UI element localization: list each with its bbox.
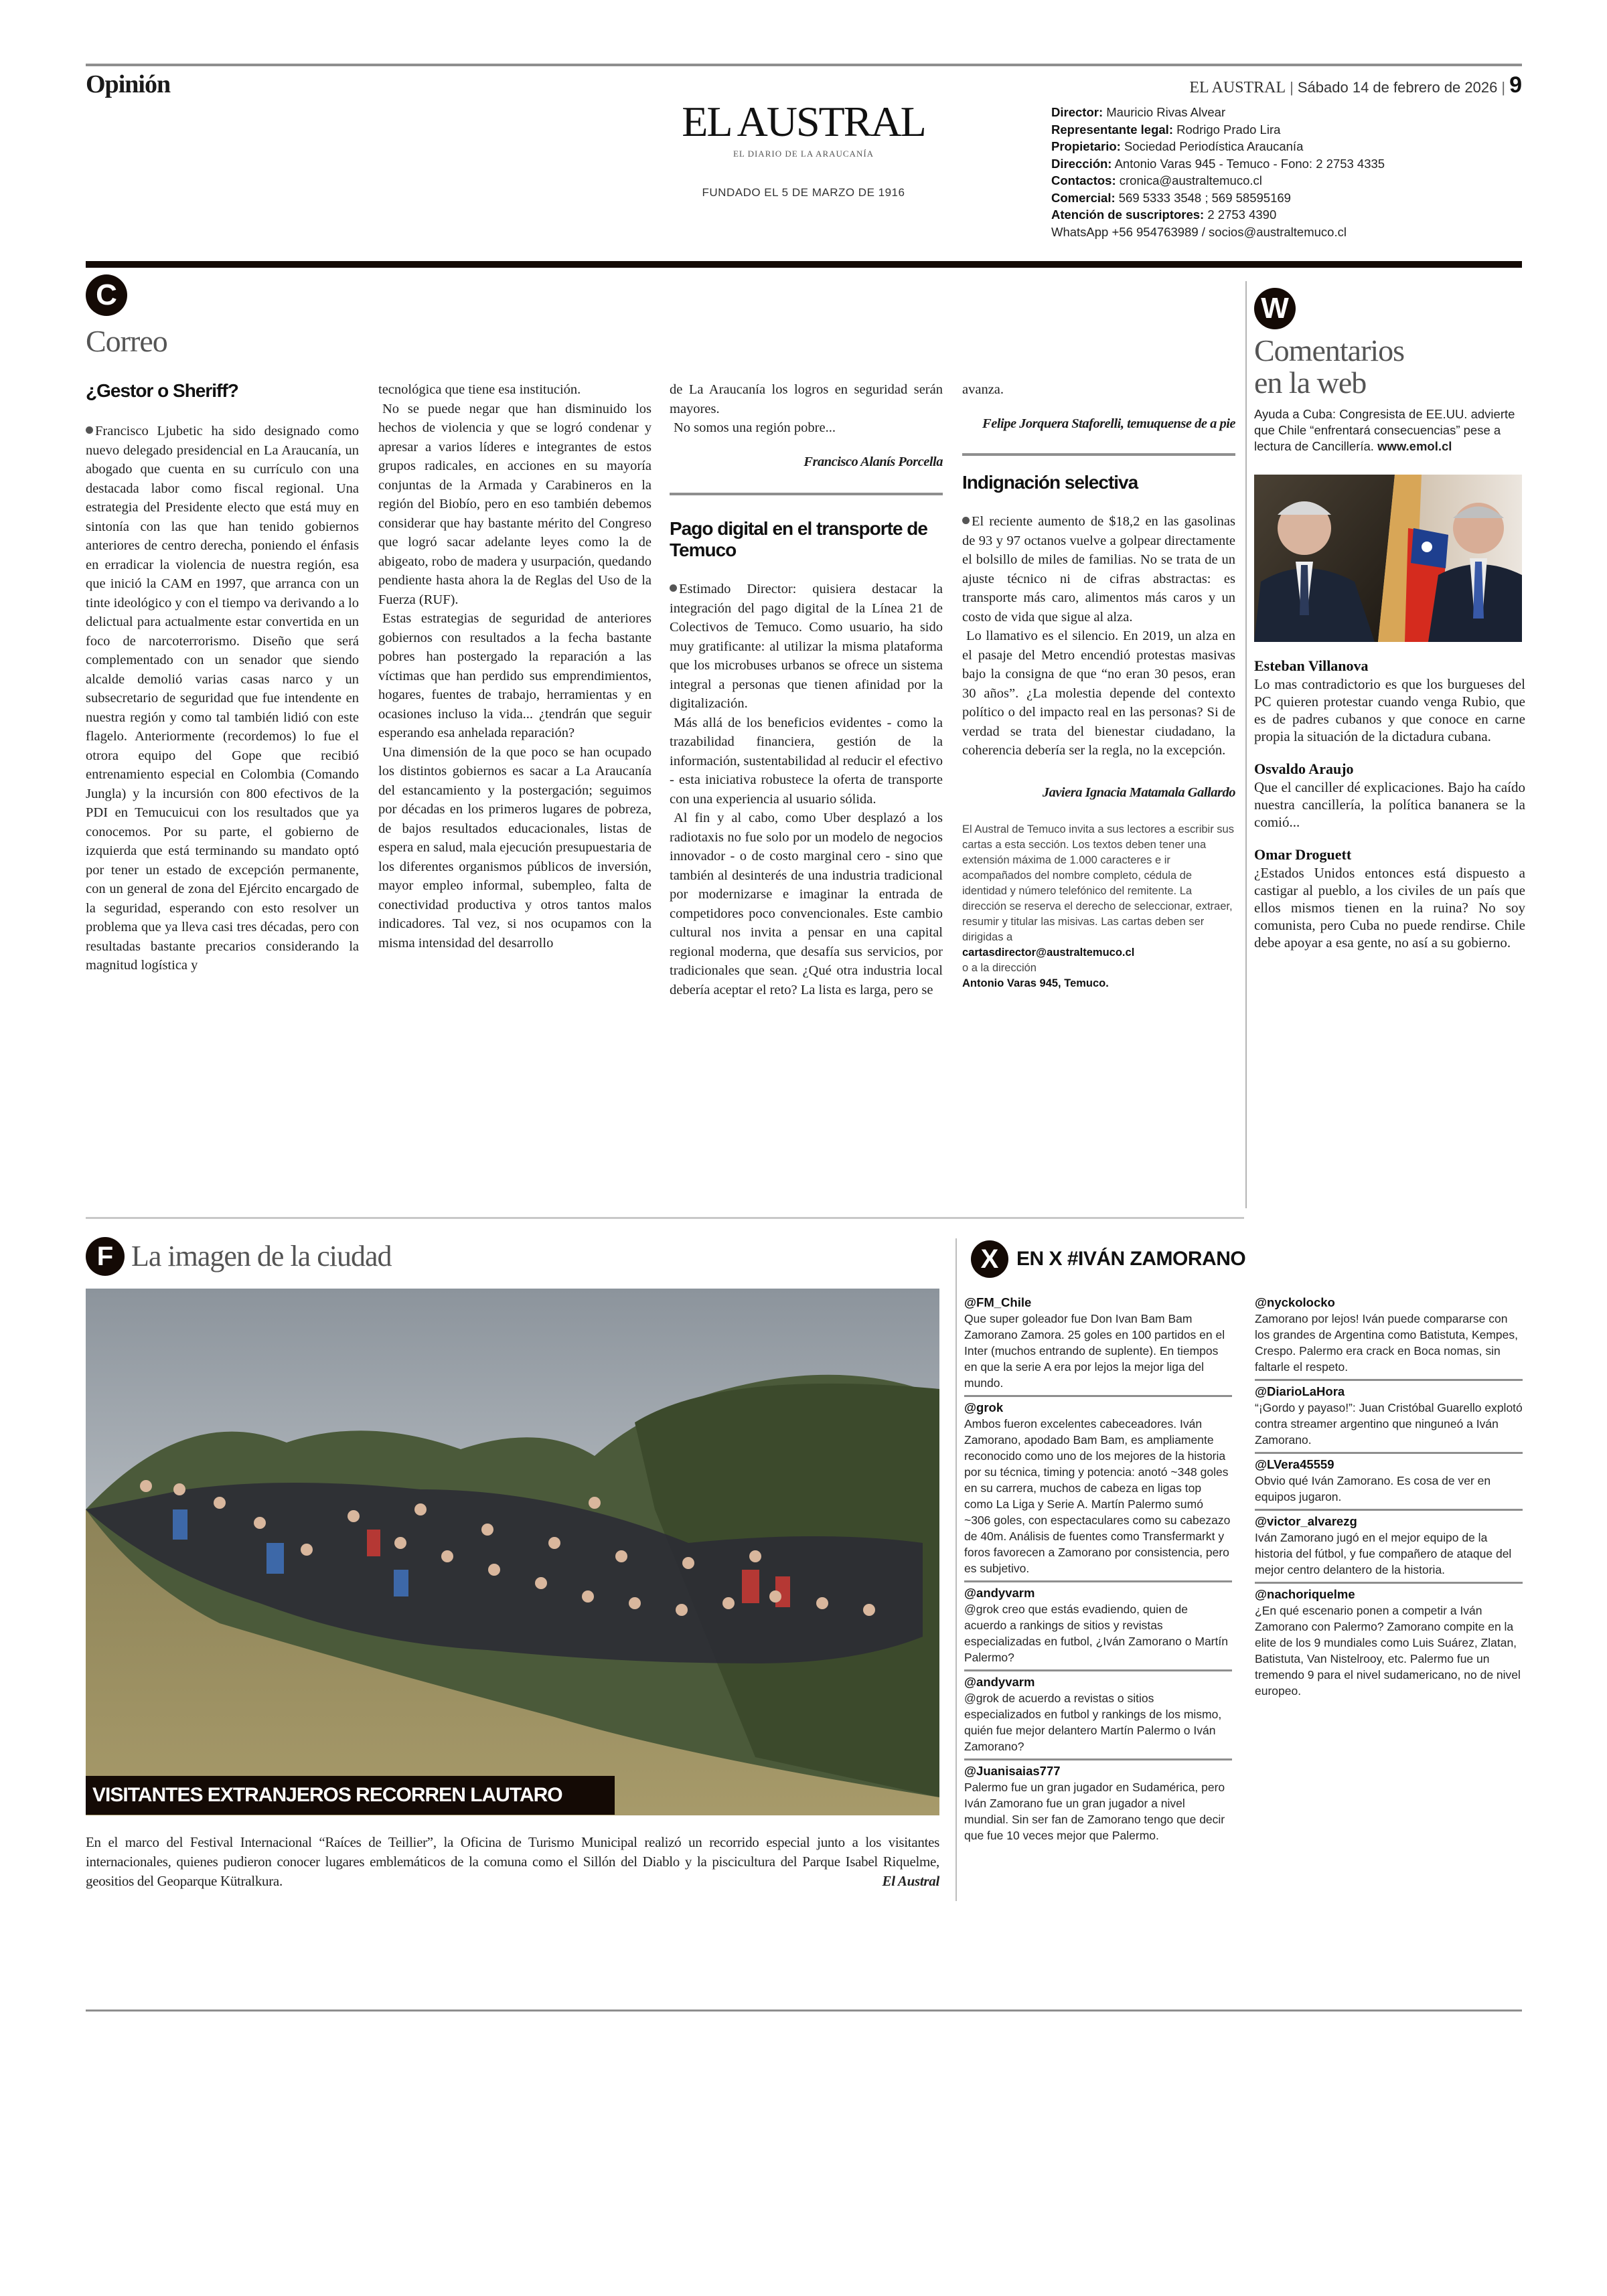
tweet [964,1582,1232,1671]
masthead-row [1051,104,1385,121]
tweet [1255,1381,1523,1454]
letter-paragraph: No somos una región pobre... [674,420,836,435]
tweet [964,1292,1232,1397]
letter-paragraph: Más allá de los beneficios evidentes - como la trazabilidad financiera, gestión de la información, sustentabilidad al reducir el efectivo - esta iniciativa robustece la oferta de transporte con una experiencia al usuario sólida. [670,715,943,807]
dateline-separator: | [1290,79,1294,96]
letter-paragraph: No se puede negar que han disminuido los hechos de violencia y que se logró condenar y apresar a varios líderes e integrantes de estos grupos radicales, en acciones en su mayoría conjuntas de la Armada y Carabineros en la región del Biobío, pero en eso también debemos considerar que hay bastante mérito del Congreso que logró sacar adelante leyes como la de abigeato, robo de madera y usurpación, quedando pendiente hasta ahora la de Reglas del Uso de la Fuerza (RUF). [378,401,652,607]
tweet-text: ¿En qué escenario ponen a competir a Iván Zamorano con Palermo? Zamorano compite en la elite de los 9 mundiales como Luis Suárez, Zlatan, Batistuta, Van Nistelrooy, etc. Palermo fue un tremendo 9 para el nivel sudamericano, no de nivel europeo. [1255,1604,1521,1698]
web-photo [1254,475,1522,642]
letter-paragraph [670,580,943,714]
section-divider [86,1217,1244,1219]
city-photo [86,1289,939,1815]
masthead-row [1051,155,1385,173]
masthead-row [1051,138,1385,155]
column-divider [955,1238,957,1901]
tweet-text: @grok creo que estás evadiendo, quien de acuerdo a rankings de sitios y revistas especializadas en futbol, ¿Iván Zamorano o Martín Palermo? [964,1603,1228,1664]
caption-text: En el marco del Festival Internacional “Raíces de Teillier”, la Oficina de Turismo Municipal realizó un recorrido especial junto a los visitantes internacionales, quienes pudieron conocer lugares emblemáticos de la comuna como el Sillón del Diablo y la piscicultura del Parque Isabel Riquelme, geositios del Geoparque Kütralkura. [86,1834,939,1889]
web-title-line1: Comentarios [1254,333,1405,367]
column-divider [1245,281,1247,1208]
comment-author: Osvaldo Araujo [1254,760,1354,777]
bullet-icon [86,426,93,434]
web-lead-text: Ayuda a Cuba: Congresista de EE.UU. advierte que Chile “enfrentará consecuencias” pese a lectura de Cancillería. [1254,406,1515,453]
letter-signature: Javiera Ignacia Matamala Gallardo [1042,785,1235,800]
masthead-label: Representante legal: [1051,122,1173,137]
masthead-row [1051,206,1385,224]
web-title-line2: en la web [1254,365,1367,400]
comment [1254,845,1525,951]
tweet-text: Que super goleador fue Don Ivan Bam Bam Zamorano Zamora. 25 goles en 100 partidos en el Inter (muchos entrando de suplente). En tiempos en que la serie A era por lejos la mejor liga del mundo. [964,1312,1225,1390]
letter-text: Estimado Director: quisiera destacar la integración del pago digital de la Línea 21 de Colectivos de Temuco. Como usuario, ha sido muy gratificante: al utilizar la misma plataforma que los microbuses urbanos se ofrece un sistema integral a personas que tienen afinidad por la digitalización. [670,582,943,711]
photo-caption [86,1833,939,1891]
comment-text: Que el canciller dé explicaciones. Bajo ha caído nuestra cancillería, la política bananera se la comió... [1254,778,1525,830]
top-rule [86,64,1522,66]
tweet [1255,1454,1523,1511]
notice-email[interactable]: cartasdirector@australtemuco.cl [962,947,1135,959]
tweet-handle[interactable]: @victor_alvarezg [1255,1514,1357,1528]
masthead [1051,104,1385,240]
tweet-handle[interactable]: @FM_Chile [964,1295,1032,1309]
logo-name: EL AUSTRAL [682,98,925,145]
comment-text: ¿Estados Unidos entonces está dispuesto a castigar al pueblo, a los civiles de un país que ellos mismos tienen en la ruina? No soy comunista, pero Cuba no puede rendirse. Chile debe apoyar a esa gente, no así a su gobierno. [1254,864,1525,951]
tweet-text: Ambos fueron excelentes cabeceadores. Iván Zamorano, apodado Bam Bam, es ampliamente reconocido como uno de los mejores de la historia por su técnica, timing y potencia: anotó ~348 goles en su carrera, muchos de cabeza en ligas top como La Liga y Serie A. Martín Palermo sumó ~306 goles, con espectaculares como su cabezazo de 40m. Análisis de fuentes como Transfermarkt y foros favorecen a Zamorano por consistencia, pero es subjetivo. [964,1417,1231,1575]
masthead-label: Propietario: [1051,139,1121,153]
letter-paragraph: de La Araucanía los logros en seguridad serán mayores. [670,382,943,416]
masthead-row [1051,121,1385,139]
comment [1254,760,1525,831]
letter-paragraph [962,512,1235,627]
x-logo-icon: X [971,1240,1008,1278]
tweets-column-2 [1255,1292,1523,1703]
comment-text: Lo mas contradictorio es que los burgueses del PC quieren protestar cuando venga Rubio, que es de padres cubanos y que conoce en carne propia la situación de la dictadura cubana. [1254,675,1525,744]
notice-or: o a la dirección [962,962,1037,974]
tweet-text: Palermo fue un gran jugador en Sudamérica, pero Iván Zamorano fue un gran jugador a nivel mundial. Sin ser fan de Zamorano tengo que decir que fue 10 veces mejor que Palermo. [964,1781,1225,1842]
letter-signature: Francisco Alanís Porcella [804,454,943,469]
letter-headline: ¿Gestor o Sheriff? [86,380,238,401]
tweet-handle[interactable]: @grok [964,1400,1004,1414]
bottom-rule [86,2010,1522,2012]
tweet-handle[interactable]: @andyvarm [964,1675,1035,1689]
correo-column-1 [86,380,359,975]
letter-paragraph: Estas estrategias de seguridad de anteriores gobiernos con resultados a la fecha bastante pobres han postergado la reparación a las víctimas que han perdido sus emprendimientos, hogares, fuentes de trabajo, herramientas y en ocasiones incluso la vida... ¿tendrán que seguir esperando esa anhelada reparación? [378,611,652,740]
letters-notice [962,822,1235,991]
tweet [1255,1292,1523,1381]
tweet-handle[interactable]: @nyckolocko [1255,1295,1335,1309]
tweet-handle[interactable]: @DiarioLaHora [1255,1384,1345,1398]
masthead-row [1051,189,1385,207]
masthead-value: cronica@australtemuco.cl [1119,173,1262,187]
page-number: 9 [1509,72,1522,98]
notice-text: El Austral de Temuco invita a sus lectores a escribir sus cartas a esta sección. Los textos deben tener una extensión máxima de 1.000 caracteres e ir acompañados del nombre completo, cédula de identidad y número telefónico del remitente. La dirección se reserva el derecho de seleccionar, extraer, resumir y titular las misivas. Las cartas deben ser dirigidas a [962,823,1234,943]
tweet [1255,1511,1523,1584]
letter-divider [670,493,943,495]
masthead-label: Contactos: [1051,173,1116,187]
x-title: EN X #IVÁN ZAMORANO [1016,1248,1246,1270]
letter-headline: Indignación selectiva [962,472,1138,493]
masthead-label: Comercial: [1051,190,1116,205]
group-photo-image [86,1289,939,1815]
city-badge-icon: F [86,1237,125,1276]
web-title [1254,335,1525,400]
comment-author: Esteban Villanova [1254,657,1369,674]
masthead-row [1051,224,1385,241]
correo-column-3 [670,380,943,999]
letter-paragraph: Al fin y al cabo, como Uber desplazó a los radiotaxis no fue solo por un modelo de negocios innovador - o de costo marginal cero - sino que también al desinterés de una industria tradicional por modernizarse e imaginar la entrada de competidores poco convencionales. Este cambio cultural nos invita a pensar en una capital regional moderna, que desafía sus servicios, por tradicionales que sean. ¿Qué otra industria local debería aceptar el reto? La lista es larga, pero se [670,811,943,997]
city-title: La imagen de la ciudad [131,1239,392,1273]
masthead-label: Dirección: [1051,156,1112,171]
correo-column-2 [378,380,652,953]
tweet [1255,1584,1523,1703]
dateline [1189,72,1522,98]
letter-text: El reciente aumento de $18,2 en las gasolinas de 93 y 97 octanos vuelve a golpear directamente el bolsillo de miles de familias. No se trata de un ajuste técnico ni de cifras abstractas: es transporte más caro, alimentos más caros y un costo de vida que sigue al alza. [962,514,1235,625]
letter-paragraph: Francisco Ljubetic ha sido designado como nuevo delegado presidencial en La Araucanía, un abogado que cuenta en su currículo con una destacada labor como fiscal regional. Una estrategia del Presidente electo que está muy en sintonía con las que han tenido gobiernos anteriores de centro derecha, poniendo el énfasis en erradicar la violencia de nuestra región, esa que inició la CAM en 1997, que arranca con un tinte ideológico y con el tiempo va derivando a lo delictual para actualmente estar convertida en un foco de narcoterrorismo. Diseño que será complementado con un senador que siendo alcalde demolió varias casas narco y un subsecretario de seguridad que fue intendente en nuestra región y como tal también lidió con este flagelo. Anteriormente (recordemos) lo fue el otrora equipo del Gope que recibió entrenamiento especial en Colombia (Comando Jungla) y la incursión con 800 efectivos de la PDI en Temucuicui con los resultados que ya conocemos. Por su parte, el gobierno de izquierda que está terminando su mandato optó por tener un estado de excepción permanente, con un general de zona del Ejército encargado de la seguridad, esperando con esto resolver un problema que ya lleva casi tres décadas, pero con resultadas bastante precarios considerando la magnitud logística y [86,424,359,973]
masthead-value: 569 5333 3548 ; 569 58595169 [1118,190,1291,205]
header-thick-rule [86,261,1522,268]
correo-column-4 [962,380,1235,991]
letter-signature: Felipe Jorquera Staforelli, temuquense de a pie [982,416,1235,431]
masthead-value: 2 2753 4390 [1207,208,1277,222]
two-portraits-image [1254,475,1522,642]
correo-title: Correo [86,324,167,358]
letter-headline: Pago digital en el transporte de Temuco [670,518,927,560]
masthead-value: Rodrigo Prado Lira [1176,122,1281,137]
tweet-text: @grok de acuerdo a revistas o sitios especializados en futbol y rankings de los mismo, quién fue mejor delantero Martín Palermo o Iván Zamorano? [964,1692,1222,1753]
letter-divider [962,453,1235,456]
masthead-value: Sociedad Periodística Araucanía [1124,139,1304,153]
section-label: Opinión [86,70,171,98]
newspaper-logo [670,100,937,199]
web-source-link[interactable]: www.emol.cl [1377,438,1452,453]
bullet-icon [670,584,677,592]
logo-tagline: EL DIARIO DE LA ARAUCANÍA [733,149,874,159]
tweet-handle[interactable]: @Juanisaias777 [964,1764,1061,1778]
dateline-date: Sábado 14 de febrero de 2026 [1297,79,1498,96]
tweet-text: Obvio qué Iván Zamorano. Es cosa de ver en equipos jugaron. [1255,1474,1491,1503]
masthead-value: Antonio Varas 945 - Temuco - Fono: 2 2753 4335 [1114,156,1385,171]
tweet [964,1671,1232,1760]
photo-credit: El Austral [882,1873,939,1889]
x-header [971,1240,1245,1278]
dateline-publication: EL AUSTRAL [1189,79,1286,96]
photo-title-bar: VISITANTES EXTRANJEROS RECORREN LAUTARO [86,1776,615,1815]
tweet-text: Iván Zamorano jugó en el mejor equipo de la historia del fútbol, y fue compañero de ataque del mejor centro delantero de la historia. [1255,1531,1512,1576]
web-comments [1254,288,1525,951]
tweets-column-1 [964,1292,1232,1848]
tweet-text: “¡Gordo y payaso!”: Juan Cristóbal Guarello explotó contra streamer argentino que ninguneó a Iván Zamorano. [1255,1401,1523,1447]
letter-paragraph: tecnológica que tiene esa institución. [378,382,581,397]
masthead-row [1051,172,1385,189]
tweet-text: Zamorano por lejos! Iván puede compararse con los grandes de Argentina como Batistuta, Kempes, Crespo. Palermo era crack en Boca nomas, sin faltarle el respeto. [1255,1312,1519,1374]
tweet-handle[interactable]: @LVera45559 [1255,1457,1334,1471]
masthead-value: Mauricio Rivas Alvear [1106,105,1226,119]
web-badge-icon: W [1254,288,1296,329]
letter-paragraph: avanza. [962,382,1004,397]
masthead-label: Atención de suscriptores: [1051,208,1205,222]
letter-paragraph: Lo llamativo es el silencio. En 2019, un alza en el pasaje del Metro encendió protestas masivas bajo la consigna de que “no eran 30 pesos, eran 30 años”. ¿La molestia depende del contexto político o del impacto real en las personas? Si de verdad se trata del bienestar ciudadano, la coherencia debería ser la regla, no la excepción. [962,629,1235,758]
city-image-header [86,1237,391,1276]
masthead-label: Director: [1051,105,1103,119]
notice-address: Antonio Varas 945, Temuco. [962,977,1109,989]
tweet [964,1397,1232,1582]
tweet-handle[interactable]: @nachoriquelme [1255,1587,1355,1601]
logo-founded: FUNDADO EL 5 DE MARZO DE 1916 [702,186,905,199]
dateline-separator: | [1501,79,1506,96]
tweet-handle[interactable]: @andyvarm [964,1586,1035,1600]
bullet-icon [962,517,970,524]
correo-badge-icon: C [86,274,127,316]
letter-paragraph: Una dimensión de la que poco se han ocupado los distintos gobiernos es sacar a La Araucanía del estancamiento y la postergación; seguimos por décadas en los primeros lugares de pobreza, de bajos resultados educacionales, listas de espera en salud, mala ejecución presupuestaria de los diferentes organismos públicos de inversión, mayor empleo informal, subempleo, falta de conectividad productiva y otros tantos malos indicadores. Tal vez, si nos ocupamos con la misma intensidad del desarrollo [378,744,652,951]
masthead-value: WhatsApp +56 954763989 / socios@australtemuco.cl [1051,224,1347,239]
web-lead [1254,406,1525,455]
comment [1254,657,1525,745]
tweet [964,1760,1232,1848]
comment-author: Omar Droguett [1254,845,1352,863]
